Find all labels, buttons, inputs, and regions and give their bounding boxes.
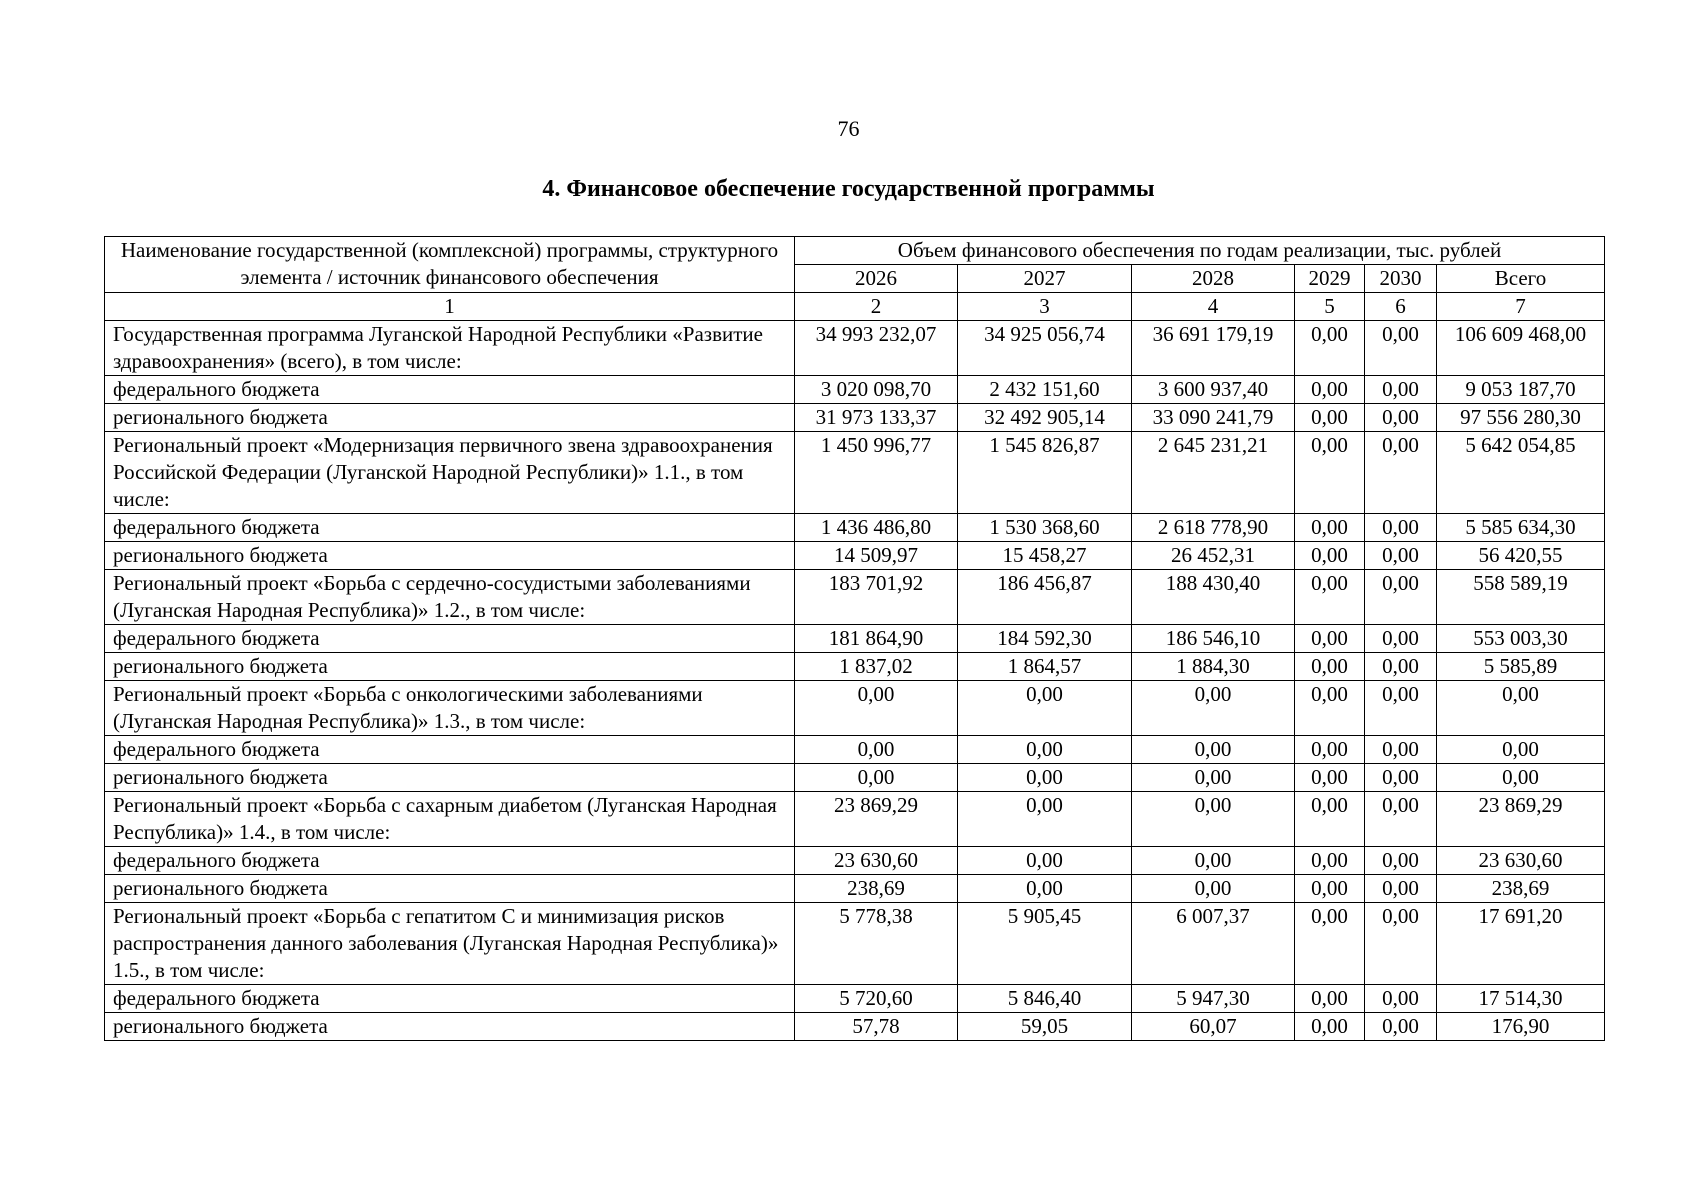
row-year-value: 0,00 xyxy=(958,792,1132,847)
row-year-value: 14 509,97 xyxy=(795,542,958,570)
row-year-value: 0,00 xyxy=(1295,847,1365,875)
row-label: регионального бюджета xyxy=(105,653,795,681)
row-year-value: 0,00 xyxy=(1295,376,1365,404)
row-year-value: 0,00 xyxy=(1295,1013,1365,1041)
header-year: 2029 xyxy=(1295,265,1365,293)
row-year-value: 1 450 996,77 xyxy=(795,432,958,514)
row-label: федерального бюджета xyxy=(105,376,795,404)
row-total-value: 23 630,60 xyxy=(1437,847,1605,875)
row-year-value: 3 020 098,70 xyxy=(795,376,958,404)
section-title: 4. Финансовое обеспечение государственной программы xyxy=(542,176,1155,202)
row-year-value: 2 432 151,60 xyxy=(958,376,1132,404)
row-label: Региональный проект «Борьба с сердечно-сосудистыми заболеваниями (Луганская Народная Республика)» 1.2., в том числе: xyxy=(105,570,795,625)
row-label: регионального бюджета xyxy=(105,542,795,570)
row-total-value: 106 609 468,00 xyxy=(1437,321,1605,376)
row-year-value: 0,00 xyxy=(1295,653,1365,681)
header-total: Всего xyxy=(1437,265,1605,293)
table-body xyxy=(105,321,1605,1041)
row-year-value: 5 947,30 xyxy=(1132,985,1295,1013)
row-year-value: 0,00 xyxy=(1365,321,1437,376)
column-number: 2 xyxy=(795,293,958,321)
row-label: федерального бюджета xyxy=(105,514,795,542)
row-label: регионального бюджета xyxy=(105,404,795,432)
row-year-value: 23 869,29 xyxy=(795,792,958,847)
row-year-value: 0,00 xyxy=(1132,792,1295,847)
column-number: 1 xyxy=(105,293,795,321)
header-year: 2028 xyxy=(1132,265,1295,293)
row-year-value: 5 846,40 xyxy=(958,985,1132,1013)
row-year-value: 1 530 368,60 xyxy=(958,514,1132,542)
row-total-value: 0,00 xyxy=(1437,764,1605,792)
row-year-value: 0,00 xyxy=(1365,514,1437,542)
row-year-value: 15 458,27 xyxy=(958,542,1132,570)
row-year-value: 23 630,60 xyxy=(795,847,958,875)
row-year-value: 0,00 xyxy=(1295,404,1365,432)
header-row-1 xyxy=(105,237,1605,265)
row-label: федерального бюджета xyxy=(105,847,795,875)
row-year-value: 188 430,40 xyxy=(1132,570,1295,625)
table-row xyxy=(105,514,1605,542)
row-label: регионального бюджета xyxy=(105,764,795,792)
row-label: федерального бюджета xyxy=(105,985,795,1013)
row-label: Региональный проект «Борьба с онкологическими заболеваниями (Луганская Народная Республика)» 1.3., в том числе: xyxy=(105,681,795,736)
row-year-value: 1 884,30 xyxy=(1132,653,1295,681)
row-total-value: 558 589,19 xyxy=(1437,570,1605,625)
row-year-value: 0,00 xyxy=(958,875,1132,903)
row-year-value: 0,00 xyxy=(1365,376,1437,404)
row-year-value: 0,00 xyxy=(958,764,1132,792)
row-year-value: 0,00 xyxy=(1295,985,1365,1013)
row-year-value: 0,00 xyxy=(1295,681,1365,736)
table-row xyxy=(105,903,1605,985)
row-year-value: 2 618 778,90 xyxy=(1132,514,1295,542)
financing-table xyxy=(104,236,1605,1041)
row-year-value: 0,00 xyxy=(958,681,1132,736)
row-year-value: 1 436 486,80 xyxy=(795,514,958,542)
row-total-value: 5 585,89 xyxy=(1437,653,1605,681)
row-year-value: 184 592,30 xyxy=(958,625,1132,653)
table-row xyxy=(105,570,1605,625)
row-year-value: 0,00 xyxy=(1132,764,1295,792)
row-year-value: 0,00 xyxy=(795,681,958,736)
row-total-value: 176,90 xyxy=(1437,1013,1605,1041)
row-year-value: 34 993 232,07 xyxy=(795,321,958,376)
row-year-value: 0,00 xyxy=(1365,1013,1437,1041)
row-label: Региональный проект «Борьба с гепатитом С и минимизация рисков распространения данного заболевания (Луганская Народная Республика)» 1.5., в том числе: xyxy=(105,903,795,985)
table-row xyxy=(105,847,1605,875)
table-row xyxy=(105,653,1605,681)
row-year-value: 1 864,57 xyxy=(958,653,1132,681)
row-label: Государственная программа Луганской Народной Республики «Развитие здравоохранения» (всего), в том числе: xyxy=(105,321,795,376)
row-total-value: 17 514,30 xyxy=(1437,985,1605,1013)
row-year-value: 0,00 xyxy=(1132,847,1295,875)
row-label: Региональный проект «Борьба с сахарным диабетом (Луганская Народная Республика)» 1.4., в том числе: xyxy=(105,792,795,847)
row-total-value: 97 556 280,30 xyxy=(1437,404,1605,432)
table-row xyxy=(105,625,1605,653)
table-row xyxy=(105,681,1605,736)
row-year-value: 0,00 xyxy=(1365,736,1437,764)
row-year-value: 0,00 xyxy=(1295,514,1365,542)
row-year-value: 0,00 xyxy=(795,736,958,764)
row-year-value: 183 701,92 xyxy=(795,570,958,625)
row-year-value: 0,00 xyxy=(1365,681,1437,736)
table-row xyxy=(105,736,1605,764)
row-year-value: 5 720,60 xyxy=(795,985,958,1013)
column-number: 3 xyxy=(958,293,1132,321)
header-year: 2026 xyxy=(795,265,958,293)
row-label: федерального бюджета xyxy=(105,736,795,764)
row-total-value: 0,00 xyxy=(1437,736,1605,764)
row-total-value: 9 053 187,70 xyxy=(1437,376,1605,404)
row-year-value: 0,00 xyxy=(1365,875,1437,903)
row-year-value: 0,00 xyxy=(1295,875,1365,903)
column-number: 4 xyxy=(1132,293,1295,321)
row-year-value: 36 691 179,19 xyxy=(1132,321,1295,376)
row-year-value: 0,00 xyxy=(1295,764,1365,792)
table-row xyxy=(105,875,1605,903)
table-row xyxy=(105,321,1605,376)
row-year-value: 0,00 xyxy=(958,847,1132,875)
row-label: регионального бюджета xyxy=(105,875,795,903)
row-year-value: 0,00 xyxy=(1365,570,1437,625)
header-row-numbers xyxy=(105,293,1605,321)
header-year: 2030 xyxy=(1365,265,1437,293)
row-year-value: 32 492 905,14 xyxy=(958,404,1132,432)
row-year-value: 0,00 xyxy=(1132,736,1295,764)
row-label: федерального бюджета xyxy=(105,625,795,653)
page-number: 76 xyxy=(837,116,860,141)
row-year-value: 5 905,45 xyxy=(958,903,1132,985)
row-year-value: 3 600 937,40 xyxy=(1132,376,1295,404)
row-year-value: 0,00 xyxy=(1365,792,1437,847)
row-year-value: 186 456,87 xyxy=(958,570,1132,625)
row-year-value: 31 973 133,37 xyxy=(795,404,958,432)
column-number: 7 xyxy=(1437,293,1605,321)
row-year-value: 5 778,38 xyxy=(795,903,958,985)
table-row xyxy=(105,542,1605,570)
row-label: регионального бюджета xyxy=(105,1013,795,1041)
row-year-value: 0,00 xyxy=(1295,570,1365,625)
row-year-value: 0,00 xyxy=(1132,875,1295,903)
row-total-value: 553 003,30 xyxy=(1437,625,1605,653)
header-name: Наименование государственной (комплексной) программы, структурного элемента / источник финансового обеспечения xyxy=(105,237,795,293)
table-row xyxy=(105,404,1605,432)
row-year-value: 0,00 xyxy=(1365,903,1437,985)
row-total-value: 238,69 xyxy=(1437,875,1605,903)
row-total-value: 56 420,55 xyxy=(1437,542,1605,570)
row-label: Региональный проект «Модернизация первичного звена здравоохранения Российской Федерации (Луганской Народной Республики)» 1.1., в том числе: xyxy=(105,432,795,514)
row-total-value: 23 869,29 xyxy=(1437,792,1605,847)
row-year-value: 33 090 241,79 xyxy=(1132,404,1295,432)
row-year-value: 60,07 xyxy=(1132,1013,1295,1041)
row-total-value: 5 642 054,85 xyxy=(1437,432,1605,514)
row-year-value: 0,00 xyxy=(1365,985,1437,1013)
row-year-value: 34 925 056,74 xyxy=(958,321,1132,376)
row-year-value: 0,00 xyxy=(1365,542,1437,570)
row-year-value: 1 545 826,87 xyxy=(958,432,1132,514)
row-year-value: 186 546,10 xyxy=(1132,625,1295,653)
row-year-value: 59,05 xyxy=(958,1013,1132,1041)
table-row xyxy=(105,792,1605,847)
row-year-value: 0,00 xyxy=(1365,432,1437,514)
row-year-value: 2 645 231,21 xyxy=(1132,432,1295,514)
row-year-value: 0,00 xyxy=(1365,625,1437,653)
row-year-value: 57,78 xyxy=(795,1013,958,1041)
row-year-value: 0,00 xyxy=(1295,542,1365,570)
row-year-value: 0,00 xyxy=(1365,764,1437,792)
row-year-value: 0,00 xyxy=(1295,903,1365,985)
table-row xyxy=(105,1013,1605,1041)
row-total-value: 17 691,20 xyxy=(1437,903,1605,985)
table-row xyxy=(105,376,1605,404)
row-year-value: 26 452,31 xyxy=(1132,542,1295,570)
row-year-value: 0,00 xyxy=(1295,792,1365,847)
column-number: 6 xyxy=(1365,293,1437,321)
row-year-value: 0,00 xyxy=(1295,736,1365,764)
row-total-value: 5 585 634,30 xyxy=(1437,514,1605,542)
table-row xyxy=(105,985,1605,1013)
row-year-value: 238,69 xyxy=(795,875,958,903)
row-year-value: 0,00 xyxy=(1295,625,1365,653)
row-year-value: 0,00 xyxy=(1295,432,1365,514)
header-year: 2027 xyxy=(958,265,1132,293)
header-volume: Объем финансового обеспечения по годам реализации, тыс. рублей xyxy=(795,237,1605,265)
row-year-value: 181 864,90 xyxy=(795,625,958,653)
table-row xyxy=(105,764,1605,792)
row-year-value: 1 837,02 xyxy=(795,653,958,681)
row-year-value: 0,00 xyxy=(1365,847,1437,875)
row-year-value: 0,00 xyxy=(958,736,1132,764)
row-year-value: 0,00 xyxy=(1295,321,1365,376)
row-total-value: 0,00 xyxy=(1437,681,1605,736)
column-number: 5 xyxy=(1295,293,1365,321)
row-year-value: 0,00 xyxy=(1365,404,1437,432)
table-row xyxy=(105,432,1605,514)
row-year-value: 0,00 xyxy=(795,764,958,792)
row-year-value: 0,00 xyxy=(1132,681,1295,736)
row-year-value: 0,00 xyxy=(1365,653,1437,681)
row-year-value: 6 007,37 xyxy=(1132,903,1295,985)
